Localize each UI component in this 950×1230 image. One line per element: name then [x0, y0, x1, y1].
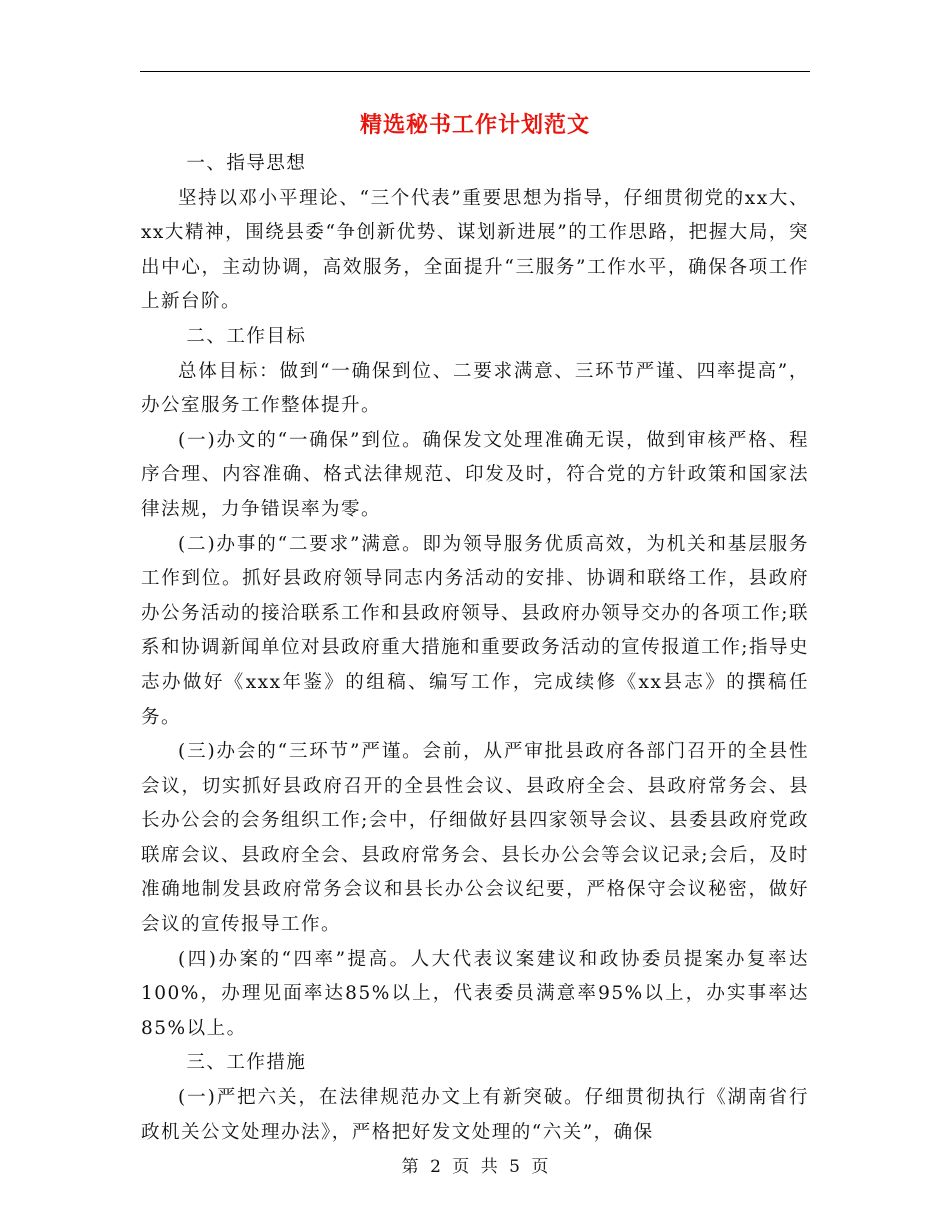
page-number-footer: 第 2 页 共 5 页 — [401, 1157, 549, 1177]
paragraph: 总体目标：做到“一确保到位、二要求满意、三环节严谨、四率提高”，办公室服务工作整体提升。 — [141, 360, 809, 417]
paragraph: (四)办案的“四率”提高。人大代表议案建议和政协委员提案办复率达100%，办理见面率达85%以上，代表委员满意率95%以上，办实事率达85%以上。 — [141, 948, 809, 1039]
section-heading-work-goals: 二、工作目标 — [186, 325, 307, 347]
paragraph: (一)办文的“一确保”到位。确保发文处理准确无误，做到审核严格、程序合理、内容准确、格式法律规范、印发及时，符合党的方针政策和国家法律法规，力争错误率为零。 — [141, 429, 809, 520]
section-heading-work-measures: 三、工作措施 — [186, 1052, 307, 1074]
paragraph: (三)办会的“三环节”严谨。会前，从严审批县政府各部门召开的全县性会议，切实抓好县政府召开的全县性会议、县政府全会、县政府常务会、县长办公会的会务组织工作;会中，仔细做好县四家领导会议、县委县政府党政联席会议、县政府全会、县政府常务会、县长办公会等会议记录;会后，及时准确地制发县政府常务会议和县长办公会议纪要，严格保守会议秘密，做好会议的宣传报导工作。 — [141, 741, 809, 936]
header-rule — [140, 71, 810, 72]
section-heading-guiding-thought: 一、指导思想 — [186, 153, 307, 174]
document-title: 精选秘书工作计划范文 — [359, 112, 590, 138]
paragraph: (一)严把六关，在法律规范办文上有新突破。仔细贯彻执行《湖南省行政机关公文处理办法》，严格把好发文处理的“六关”，确保 — [141, 1087, 809, 1143]
document-body — [141, 147, 809, 1150]
paragraph: 坚持以邓小平理论、“三个代表”重要思想为指导，仔细贯彻党的xx大、xx大精神，围绕县委“争创新优势、谋划新进展”的工作思路，把握大局，突出中心，主动协调，高效服务，全面提升“三服务”工作水平，确保各项工作上新台阶。 — [141, 187, 809, 313]
paragraph: (二)办事的“二要求”满意。即为领导服务优质高效，为机关和基层服务工作到位。抓好县政府领导同志内务活动的安排、协调和联络工作，县政府办公务活动的接洽联系工作和县政府领导、县政府办领导交办的各项工作;联系和协调新闻单位对县政府重大措施和重要政务活动的宣传报道工作;指导史志办做好《xxx年鉴》的组稿、编写工作，完成续修《xx县志》的撰稿任务。 — [141, 533, 809, 728]
